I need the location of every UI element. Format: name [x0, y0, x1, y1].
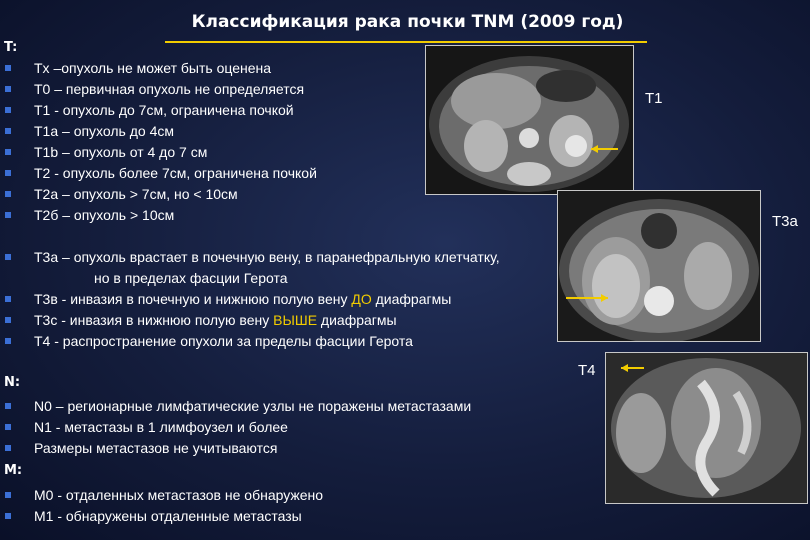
bullet-icon — [5, 445, 11, 451]
list-item-text: T1 - опухоль до 7см, ограничена почкой — [34, 102, 294, 118]
bullet-icon — [5, 191, 11, 197]
list-item-text: T3a – опухоль врастает в почечную вену, в паранефральную клетчатку, — [34, 249, 500, 265]
bullet-icon — [5, 296, 11, 302]
list-item-text: T1a – опухоль до 4см — [34, 123, 174, 139]
t4-image-label: T4 — [578, 362, 596, 379]
ct-scan-t4-image — [605, 352, 808, 504]
title-underline — [165, 41, 647, 43]
bullet-icon — [5, 107, 11, 113]
list-item-text: T3в - инвазия в почечную и нижнюю полую вену — [34, 291, 352, 307]
list-item — [0, 485, 323, 506]
bullet-icon — [5, 86, 11, 92]
list-item — [0, 396, 471, 417]
bullet-icon — [5, 492, 11, 498]
list-item-text: Размеры метастазов не учитываются — [34, 440, 278, 456]
list-item-text: T2 - опухоль более 7см, ограничена почкой — [34, 165, 317, 181]
list-item-text: N0 – регионарные лимфатические узлы не поражены метастазами — [34, 398, 472, 414]
list-item — [0, 142, 317, 163]
list-item — [0, 121, 317, 142]
list-item — [0, 310, 500, 331]
t-section-header: T: — [4, 40, 18, 55]
bullet-icon — [5, 212, 11, 218]
bullet-icon — [5, 65, 11, 71]
t3a-image-label: T3a — [772, 213, 798, 230]
bullet-icon — [5, 170, 11, 176]
list-item-text: диафрагмы — [317, 312, 397, 328]
list-item — [0, 438, 471, 459]
slide-title: Классификация рака почки TNM (2009 год) — [191, 12, 624, 32]
list-item-text: T3c - инвазия в нижнюю полую вену — [34, 312, 274, 328]
bullet-icon — [5, 254, 11, 260]
ct-scan-t1-image — [425, 45, 634, 195]
bullet-icon — [5, 424, 11, 430]
list-item — [0, 58, 317, 79]
list-item-text: M0 - отдаленных метастазов не обнаружено — [34, 487, 324, 503]
list-item-continuation — [0, 268, 500, 289]
list-item — [0, 506, 323, 527]
list-item — [0, 184, 317, 205]
m-section-header: M: — [4, 463, 23, 478]
t-category-list — [0, 58, 317, 226]
bullet-icon — [5, 149, 11, 155]
list-item — [0, 79, 317, 100]
list-item — [0, 163, 317, 184]
list-item-text: T2б – опухоль > 10см — [34, 207, 175, 223]
bullet-icon — [5, 513, 11, 519]
bullet-icon — [5, 403, 11, 409]
bullet-icon — [5, 128, 11, 134]
list-item-text: N1 - метастазы в 1 лимфоузел и более — [34, 419, 288, 435]
m-category-list — [0, 485, 323, 527]
list-item — [0, 417, 471, 438]
list-item-text: M1 - обнаружены отдаленные метастазы — [34, 508, 302, 524]
list-item-text: T4 - распространение опухоли за пределы фасции Герота — [34, 333, 413, 349]
list-item-text: T0 – первичная опухоль не определяется — [34, 81, 305, 97]
list-item-text: Tx –опухоль не может быть оценена — [34, 60, 272, 76]
list-item-text: T1b – опухоль от 4 до 7 см — [34, 144, 208, 160]
list-item-text: но в пределах фасции Герота — [94, 270, 288, 286]
bullet-icon — [5, 338, 11, 344]
bullet-icon — [5, 317, 11, 323]
list-item — [0, 331, 500, 352]
t3-t4-list — [0, 247, 500, 352]
list-item — [0, 205, 317, 226]
n-section-header: N: — [4, 375, 21, 390]
list-item — [0, 289, 500, 310]
ct-scan-t3a-image — [557, 190, 761, 342]
list-item-text: T2a – опухоль > 7см, но < 10см — [34, 186, 238, 202]
highlight-text: ВЫШЕ — [273, 312, 318, 328]
list-item — [0, 247, 500, 268]
n-category-list — [0, 396, 471, 459]
t1-image-label: T1 — [645, 90, 663, 107]
list-item-text: диафрагмы — [371, 291, 452, 307]
highlight-text: ДО — [351, 291, 372, 307]
list-item — [0, 100, 317, 121]
